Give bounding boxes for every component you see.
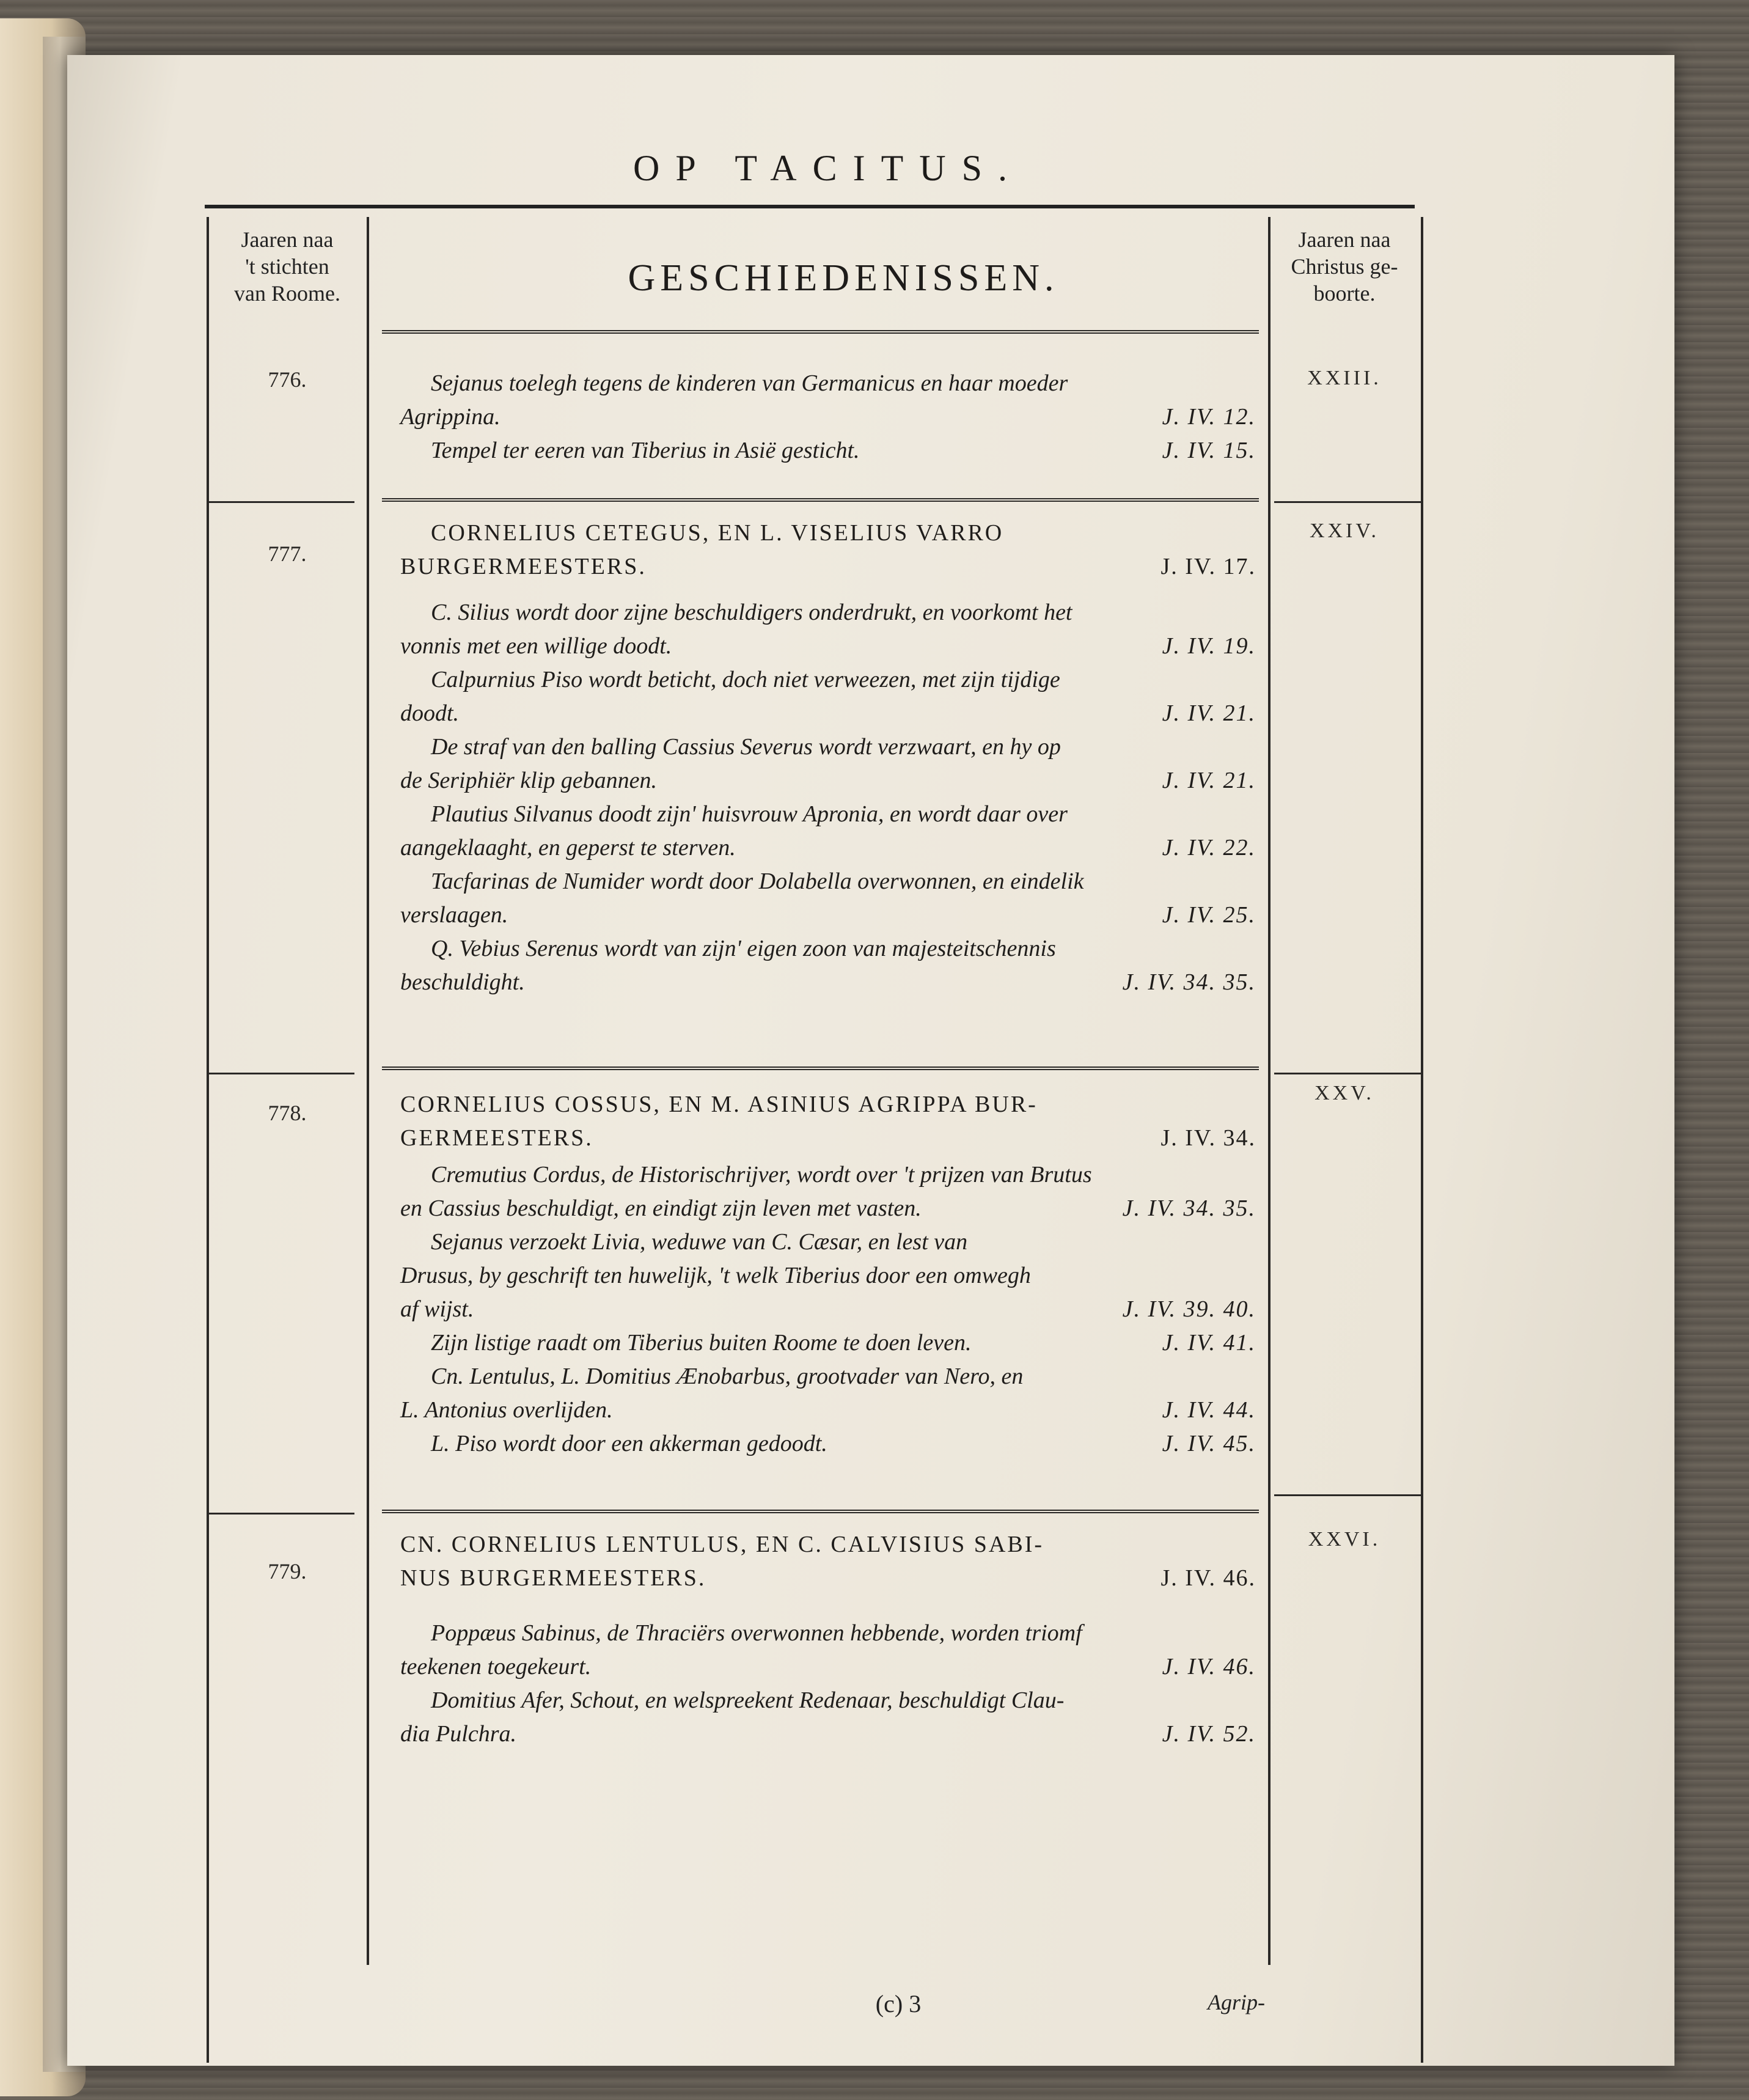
- entry-text: Zijn listige raadt om Tiberius buiten Roome te doen leven.: [431, 1330, 972, 1356]
- entry-text: vonnis met een willige doodt.: [400, 633, 672, 659]
- consul-heading: [400, 1088, 1256, 1155]
- top-rule: [205, 205, 1415, 208]
- consul-ref: J. IV. 46.: [1160, 1565, 1256, 1591]
- consul-text: BURGERMEESTERS.: [400, 554, 647, 579]
- entry-line: [400, 1360, 1256, 1393]
- right-column-head-line: boorte.: [1313, 281, 1376, 306]
- entry-line: [400, 1617, 1256, 1650]
- running-head: OP TACITUS.: [633, 148, 1023, 188]
- left-column-head-line: van Roome.: [234, 281, 340, 306]
- consul-line: [400, 550, 1256, 584]
- entry-line: [400, 400, 1256, 434]
- frame-roman-divider: [1268, 217, 1270, 1965]
- entry-line: [400, 596, 1256, 630]
- entry-text: Cn. Lentulus, L. Domitius Ænobarbus, grootvader van Nero, en: [431, 1364, 1024, 1389]
- entry-line: [400, 1225, 1256, 1259]
- entry-text: beschuldight.: [400, 969, 525, 995]
- entry-text: Plautius Silvanus doodt zijn' huisvrouw Apronia, en wordt daar over: [431, 801, 1068, 827]
- entry-ref: J. IV. 22.: [1162, 835, 1256, 861]
- year-rome: 777.: [268, 542, 307, 566]
- entry-line: [400, 630, 1256, 663]
- consul-line: [400, 1562, 1256, 1595]
- entry-ref: J. IV. 12.: [1162, 404, 1256, 430]
- entry-ref: J. IV. 15.: [1162, 438, 1256, 463]
- entry-line: [400, 1259, 1256, 1293]
- catchword: Agrip-: [1208, 1990, 1265, 2014]
- year-christ: XXIII.: [1307, 367, 1382, 389]
- entry-text: Drusus, by geschrift ten huwelijk, 't welk Tiberius door een omwegh: [400, 1263, 1031, 1288]
- frame-right: [1421, 217, 1423, 2063]
- entry-text: de Seriphiër klip gebannen.: [400, 768, 658, 793]
- right-column-head-line: Christus ge-: [1291, 254, 1398, 279]
- entry-text: Calpurnius Piso wordt beticht, doch niet verweezen, met zijn tijdige: [431, 667, 1060, 692]
- entry-line: [400, 697, 1256, 730]
- section-entries: [400, 1158, 1256, 1461]
- entry-ref: J. IV. 21.: [1162, 700, 1256, 726]
- left-column-head: [214, 226, 361, 307]
- section-rule-left: [208, 501, 354, 503]
- entry-line: [400, 730, 1256, 764]
- entry-ref: J. IV. 46.: [1162, 1654, 1256, 1680]
- entry-ref: J. IV. 41.: [1162, 1330, 1256, 1356]
- consul-line: [400, 1528, 1256, 1562]
- entry-text: Poppæus Sabinus, de Thraciërs overwonnen hebbende, worden triomf: [431, 1620, 1082, 1646]
- entry-line: [400, 434, 1256, 468]
- section-entries: [400, 596, 1256, 999]
- entry-text: De straf van den balling Cassius Severus wordt verzwaart, en hy op: [431, 734, 1061, 760]
- consul-line: [400, 1088, 1256, 1122]
- year-christ: XXV.: [1314, 1082, 1374, 1104]
- entry-text: Tempel ter eeren van Tiberius in Asië gesticht.: [431, 438, 860, 463]
- section-rule-main: [382, 1510, 1259, 1516]
- consul-text: CORNELIUS CETEGUS, EN L. VISELIUS VARRO: [431, 520, 1004, 546]
- entry-line: [400, 1192, 1256, 1225]
- year-christ: XXIV.: [1309, 519, 1380, 542]
- entry-text: verslaagen.: [400, 902, 508, 928]
- entry-text: Q. Vebius Serenus wordt van zijn' eigen zoon van majesteitschennis: [431, 936, 1056, 961]
- consul-line: [400, 516, 1256, 550]
- section-entries: [400, 1617, 1256, 1751]
- consul-text: CN. CORNELIUS LENTULUS, EN C. CALVISIUS SABI-: [400, 1532, 1044, 1557]
- entry-ref: J. IV. 21.: [1162, 768, 1256, 793]
- entry-text: Domitius Afer, Schout, en welspreekent Redenaar, beschuldigt Clau-: [431, 1687, 1065, 1713]
- entry-line: [400, 1717, 1256, 1751]
- entry-line: [400, 1326, 1256, 1360]
- heading-rule: [382, 330, 1259, 336]
- left-column-head-line: 't stichten: [245, 254, 329, 279]
- entry-ref: J. IV. 39. 40.: [1122, 1296, 1256, 1322]
- entry-text: Tacfarinas de Numider wordt door Dolabella overwonnen, en eindelik: [431, 868, 1084, 894]
- section-rule-right: [1274, 1073, 1421, 1074]
- entry-line: [400, 865, 1256, 898]
- entry-text: Sejanus verzoekt Livia, weduwe van C. Cæsar, en lest van: [431, 1229, 968, 1255]
- consul-text: CORNELIUS COSSUS, EN M. ASINIUS AGRIPPA BUR-: [400, 1092, 1038, 1117]
- entry-line: [400, 1293, 1256, 1326]
- book-page: [67, 55, 1674, 2066]
- entry-text: doodt.: [400, 700, 460, 726]
- year-christ: XXVI.: [1308, 1528, 1381, 1551]
- entry-ref: J. IV. 25.: [1162, 902, 1256, 928]
- year-rome: 778.: [268, 1101, 307, 1125]
- entry-line: [400, 1393, 1256, 1427]
- entry-text: teekenen toegekeurt.: [400, 1654, 592, 1680]
- section-rule-right: [1274, 501, 1421, 503]
- entry-ref: J. IV. 34. 35.: [1122, 1195, 1256, 1221]
- consul-line: [400, 1122, 1256, 1155]
- entry-line: [400, 1650, 1256, 1684]
- right-column-head: [1274, 226, 1415, 307]
- entry-ref: J. IV. 45.: [1162, 1431, 1256, 1456]
- frame-left: [207, 217, 209, 2063]
- consul-heading: [400, 516, 1256, 584]
- entry-ref: J. IV. 52.: [1162, 1721, 1256, 1747]
- right-column-head-line: Jaaren naa: [1298, 227, 1391, 252]
- entry-text: dia Pulchra.: [400, 1721, 516, 1747]
- entry-line: [400, 898, 1256, 932]
- entry-ref: J. IV. 44.: [1162, 1397, 1256, 1423]
- entry-line: [400, 367, 1256, 400]
- section-rule-main: [382, 498, 1259, 504]
- entry-line: [400, 1427, 1256, 1461]
- entry-text: af wijst.: [400, 1296, 474, 1322]
- year-rome: 776.: [268, 367, 307, 392]
- section-rule-left: [208, 1513, 354, 1514]
- entry-ref: J. IV. 34. 35.: [1122, 969, 1256, 995]
- main-heading: GESCHIEDENISSEN.: [628, 257, 1059, 299]
- entry-line: [400, 1158, 1256, 1192]
- entry-line: [400, 966, 1256, 999]
- section-rule-left: [208, 1073, 354, 1074]
- entry-text: Agrippina.: [400, 404, 501, 430]
- section-rule-right: [1274, 1494, 1421, 1496]
- entry-text: en Cassius beschuldigt, en eindigt zijn leven met vasten.: [400, 1195, 922, 1221]
- entry-text: Cremutius Cordus, de Historischrijver, wordt over 't prijzen van Brutus: [431, 1162, 1092, 1188]
- entry-line: [400, 932, 1256, 966]
- entry-line: [400, 831, 1256, 865]
- signature-mark: (c) 3: [875, 1990, 922, 2017]
- entry-line: [400, 798, 1256, 831]
- consul-heading: [400, 1528, 1256, 1595]
- entry-text: L. Antonius overlijden.: [400, 1397, 613, 1423]
- section-rule-main: [382, 1067, 1259, 1073]
- consul-text: GERMEESTERS.: [400, 1125, 593, 1151]
- year-rome: 779.: [268, 1559, 307, 1584]
- consul-ref: J. IV. 17.: [1160, 554, 1256, 579]
- consul-text: NUS BURGERMEESTERS.: [400, 1565, 706, 1591]
- entry-line: [400, 1684, 1256, 1717]
- entry-text: L. Piso wordt door een akkerman gedoodt.: [431, 1431, 827, 1456]
- entry-line: [400, 663, 1256, 697]
- entry-text: Sejanus toelegh tegens de kinderen van Germanicus en haar moeder: [431, 370, 1068, 396]
- entry-ref: J. IV. 19.: [1162, 633, 1256, 659]
- consul-ref: J. IV. 34.: [1160, 1125, 1256, 1151]
- entry-text: C. Silius wordt door zijne beschuldigers onderdrukt, en voorkomt het: [431, 600, 1072, 625]
- entry-line: [400, 764, 1256, 798]
- left-column-head-line: Jaaren naa: [241, 227, 334, 252]
- frame-year-divider: [367, 217, 369, 1965]
- section-entries: [400, 367, 1256, 468]
- entry-text: aangeklaaght, en geperst te sterven.: [400, 835, 736, 861]
